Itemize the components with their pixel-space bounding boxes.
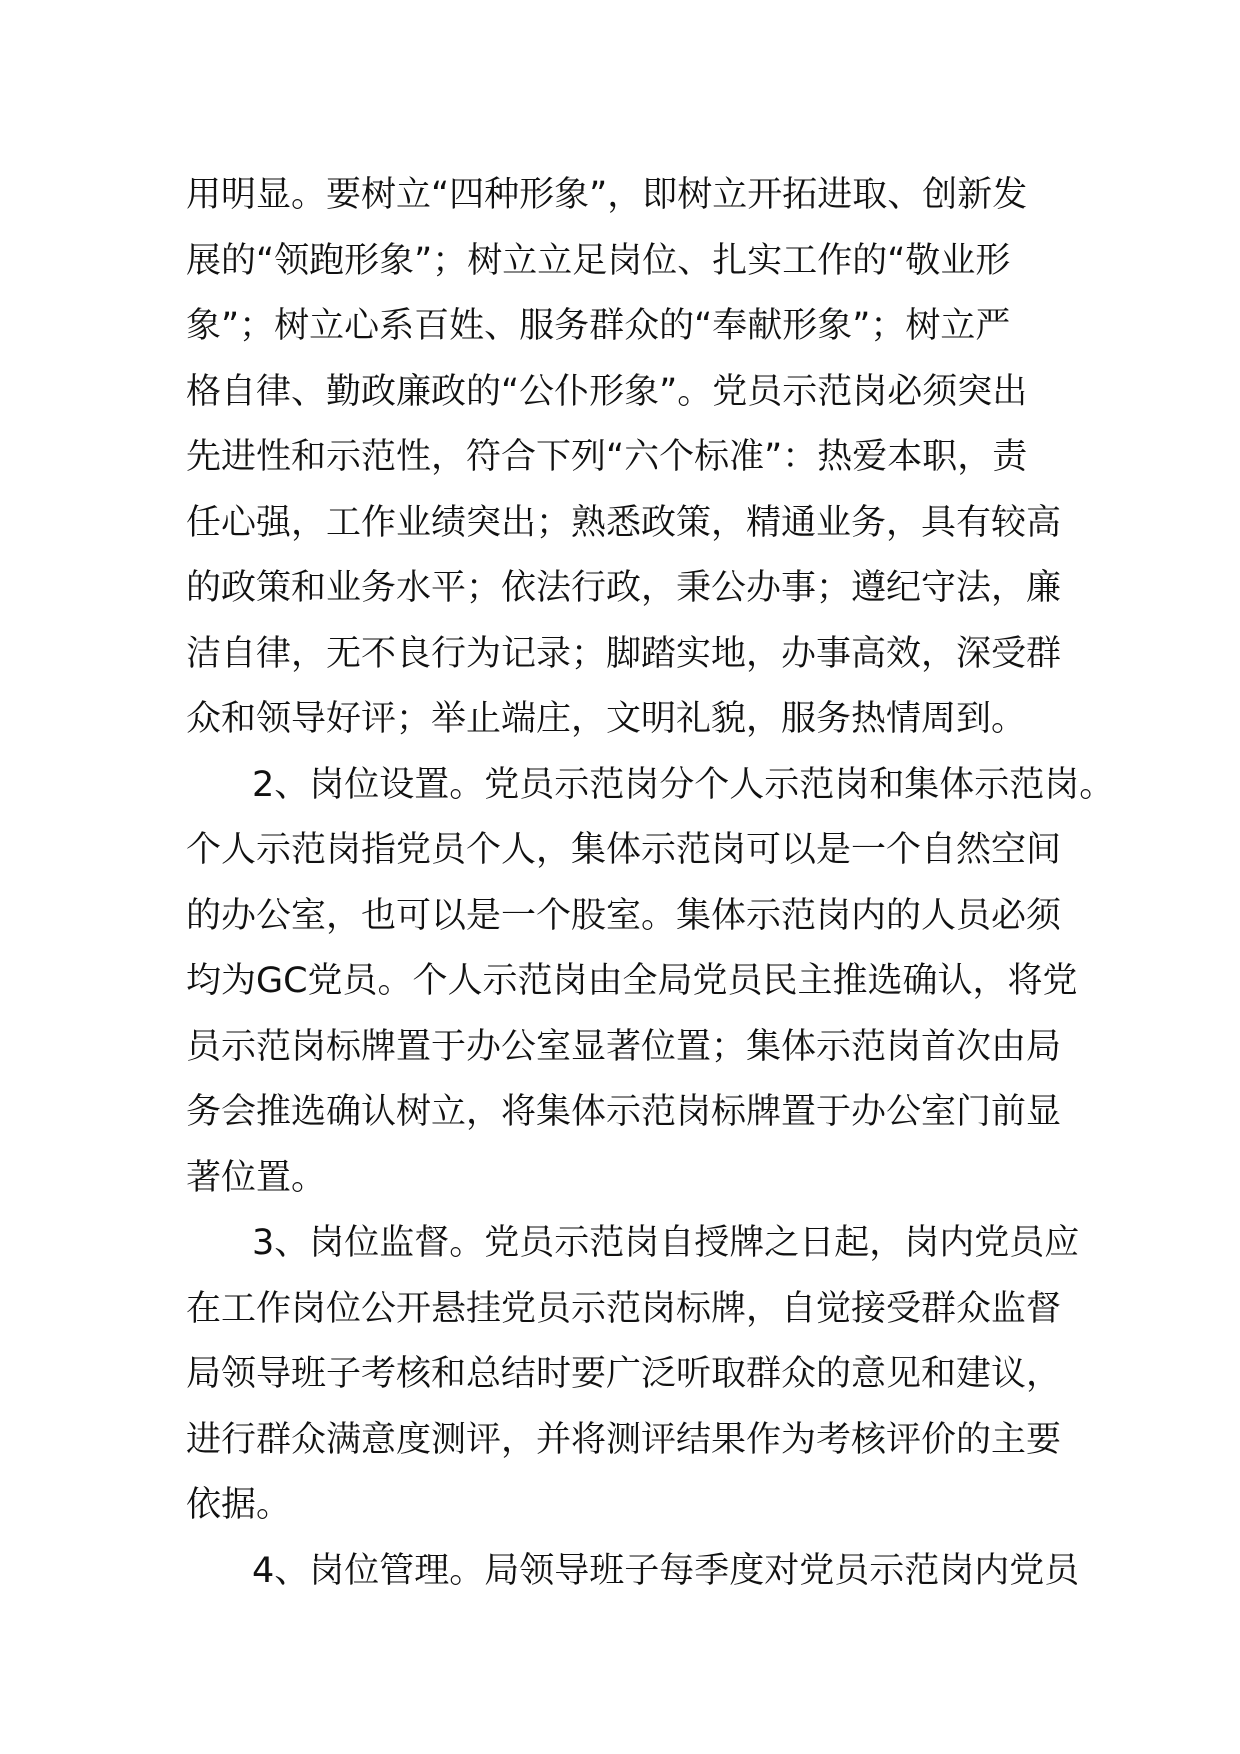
text-line: 展的“领跑形象”；树立立足岗位、扎实工作的“敬业形 — [186, 240, 1011, 281]
text-line: 务会推选确认树立，将集体示范岗标牌置于办公室门前显 — [186, 1092, 1062, 1132]
text-line: 的政策和业务水平；依法行政，秉公办事；遵纪守法，廉 — [186, 568, 1062, 608]
text-line: 均为GC党员。个人示范岗由全局党员民主推选确认，将党 — [186, 961, 1078, 1001]
text-line: 任心强，工作业绩突出；熟悉政策，精通业务，具有较高 — [186, 502, 1062, 543]
text-line: 2、岗位设置。党员示范岗分个人示范岗和集体示范岗。 — [252, 764, 1115, 805]
text-line: 用明显。要树立“四种形象”，即树立开拓进取、创新发 — [186, 175, 1028, 215]
text-line: 洁自律，无不良行为记录；脚踏实地，办事高效，深受群 — [186, 633, 1062, 674]
text-line: 的办公室，也可以是一个股室。集体示范岗内的人员必须 — [186, 895, 1062, 936]
text-line: 先进性和示范性，符合下列“六个标准”：热爱本职，责 — [186, 437, 1028, 477]
text-line: 象”；树立心系百姓、服务群众的“奉献形象”；树立严 — [186, 306, 1011, 346]
text-line: 局领导班子考核和总结时要广泛听取群众的意见和建议， — [186, 1354, 1062, 1394]
text-line: 依据。 — [186, 1485, 292, 1525]
text-line: 著位置。 — [186, 1157, 327, 1198]
text-line: 个人示范岗指党员个人，集体示范岗可以是一个自然空间 — [186, 830, 1062, 870]
body-text — [186, 163, 1115, 1604]
text-line: 3、岗位监督。党员示范岗自授牌之日起，岗内党员应 — [252, 1223, 1080, 1263]
text-line: 员示范岗标牌置于办公室显著位置；集体示范岗首次由局 — [186, 1026, 1062, 1067]
text-line: 众和领导好评；举止端庄，文明礼貌，服务热情周到。 — [186, 699, 1027, 739]
text-line: 4、岗位管理。局领导班子每季度对党员示范岗内党员 — [252, 1550, 1080, 1591]
text-line: 进行群众满意度测评，并将测评结果作为考核评价的主要 — [186, 1419, 1062, 1460]
text-line: 格自律、勤政廉政的“公仆形象”。党员示范岗必须突出 — [186, 371, 1028, 412]
text-line: 在工作岗位公开悬挂党员示范岗标牌，自觉接受群众监督 — [186, 1288, 1062, 1329]
